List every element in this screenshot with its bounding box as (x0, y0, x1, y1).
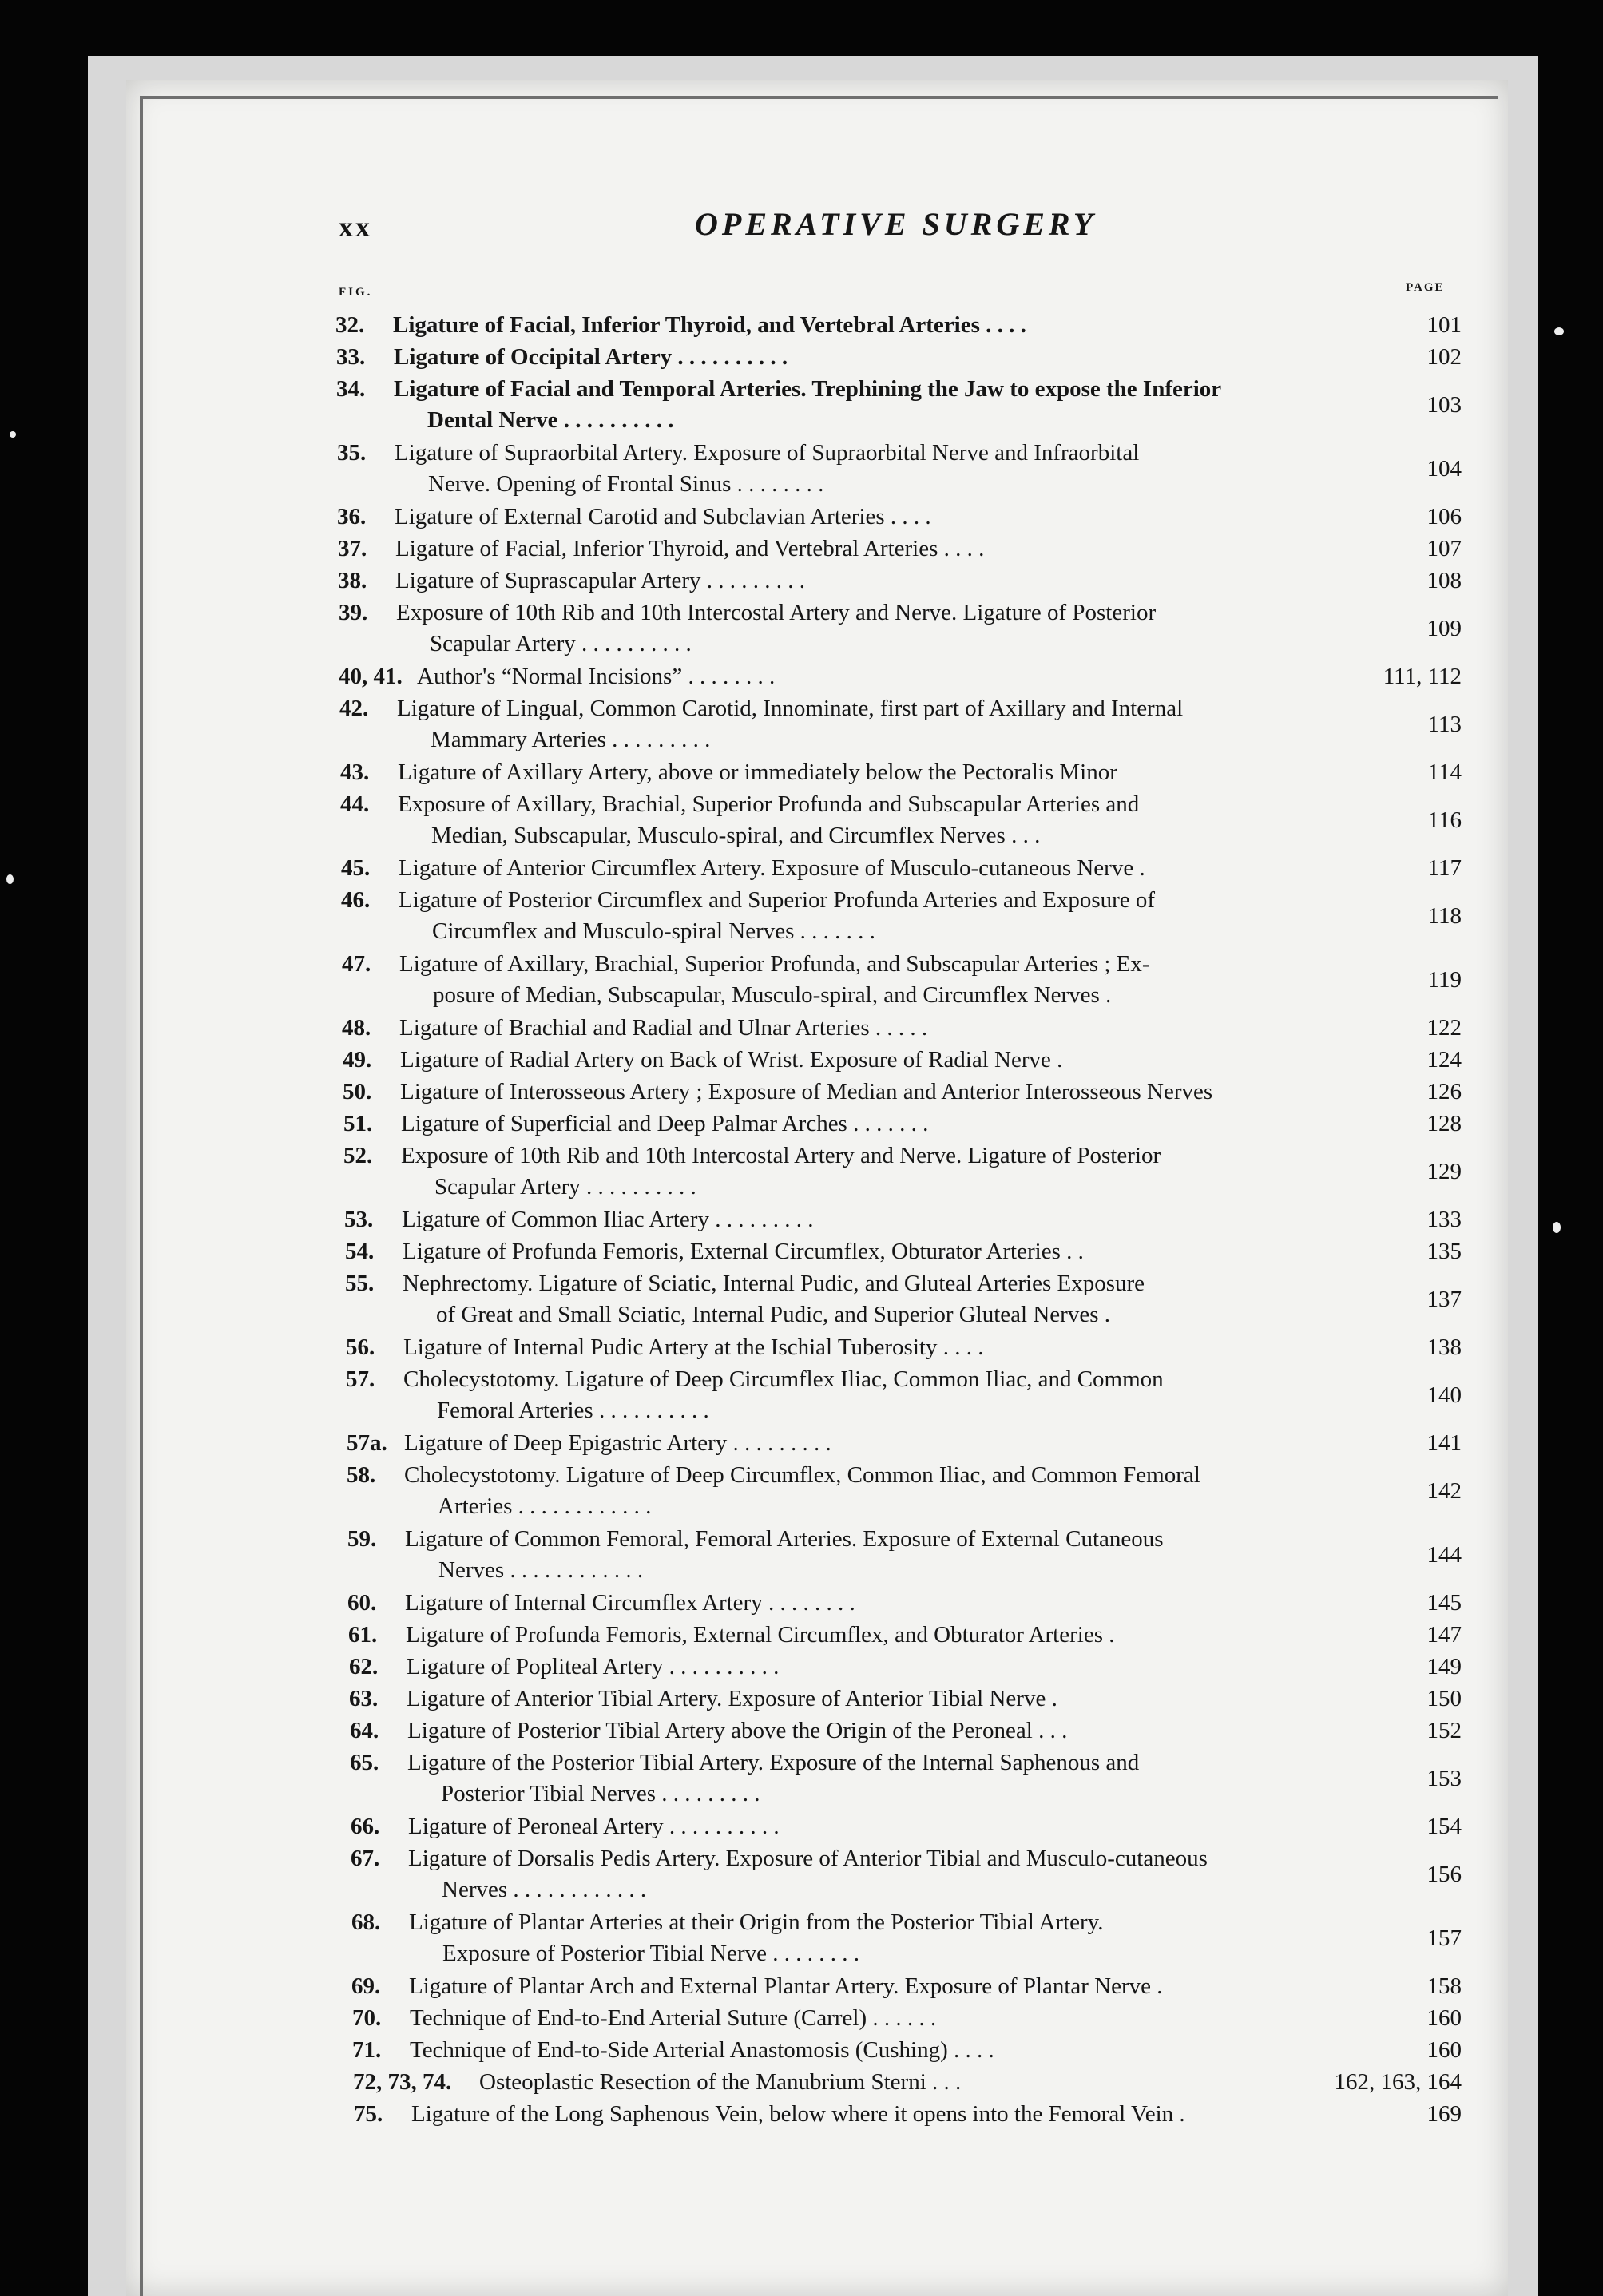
figure-title: Ligature of Common Femoral, Femoral Arteries. Exposure of External Cutaneous (405, 1526, 1164, 1552)
figure-title: Ligature of Anterior Circumflex Artery. Exposure of Musculo-cutaneous Nerve . (399, 855, 1145, 881)
page-number: 114 (1427, 759, 1462, 785)
figure-entry (340, 789, 1462, 851)
figure-entry (338, 565, 1462, 597)
figure-number: 71. (352, 2037, 382, 2063)
figure-number: 38. (338, 568, 367, 593)
page-number: 116 (1427, 807, 1462, 833)
figure-number: 46. (341, 887, 371, 913)
figure-entry (349, 1652, 1462, 1683)
page-number: 160 (1426, 2037, 1462, 2063)
figure-title: Technique of End-to-Side Arterial Anastomosis (Cushing) . . . . (410, 2037, 994, 2063)
figure-number: 57a. (347, 1430, 387, 1456)
figure-entry (342, 949, 1462, 1011)
figure-entry (352, 2035, 1462, 2066)
figure-number: 58. (347, 1462, 376, 1488)
figure-title: Ligature of Facial, Inferior Thyroid, and Vertebral Arteries . . . . (393, 312, 1026, 338)
figure-title: Ligature of the Long Saphenous Vein, below where it opens into the Femoral Vein . (411, 2101, 1185, 2127)
figure-entry (339, 693, 1462, 755)
figure-entry (347, 1588, 1462, 1619)
page-number: 153 (1426, 1766, 1462, 1791)
figure-title: Exposure of 10th Rib and 10th Intercostal Artery and Nerve. Ligature of Posterior (396, 600, 1157, 625)
figure-number: 44. (340, 791, 370, 817)
figure-entry (337, 438, 1462, 500)
figure-number: 75. (354, 2101, 383, 2127)
figure-entry (349, 1683, 1462, 1715)
page-number: 160 (1426, 2005, 1462, 2031)
figure-title-continued: Posterior Tibial Nerves . . . . . . . . . (441, 1781, 760, 1806)
figure-entry (346, 1332, 1462, 1363)
page-number: 158 (1426, 1973, 1462, 1999)
figure-number: 42. (339, 696, 369, 721)
running-title: OPERATIVE SURGERY (695, 206, 1097, 242)
figure-title-continued: Femoral Arteries . . . . . . . . . . (437, 1398, 709, 1423)
figure-entry (335, 310, 1462, 341)
figure-title: Ligature of Dorsalis Pedis Artery. Exposure of Anterior Tibial and Musculo-cutaneous (408, 1846, 1208, 1871)
page-column-heading: PAGE (1406, 281, 1445, 294)
figure-number: 67. (351, 1846, 380, 1871)
figure-entry (345, 1236, 1462, 1267)
figure-title: Ligature of Axillary Artery, above or immediately below the Pectoralis Minor (398, 759, 1117, 785)
page-number: 101 (1426, 312, 1462, 338)
figure-entry (354, 2099, 1462, 2130)
figure-number: 69. (351, 1973, 381, 1999)
page-number: 149 (1426, 1654, 1462, 1679)
figure-number: 50. (343, 1079, 372, 1104)
figure-number: 53. (344, 1207, 374, 1232)
figure-entry (353, 2067, 1462, 2098)
page-number: 111, 112 (1383, 664, 1462, 689)
figure-title: Ligature of Popliteal Artery . . . . . . . . . . (407, 1654, 780, 1679)
figure-title: Ligature of Posterior Tibial Artery above the Origin of the Peroneal . . . (407, 1718, 1068, 1743)
figure-title-continued: Exposure of Posterior Tibial Nerve . . . . . . . . (442, 1941, 859, 1966)
figure-title: Ligature of Internal Circumflex Artery . . . . . . . . (405, 1590, 855, 1616)
page-number: 154 (1426, 1814, 1462, 1839)
figure-number: 39. (339, 600, 368, 625)
figure-title: Ligature of Facial, Inferior Thyroid, and Vertebral Arteries . . . . (395, 536, 985, 561)
figure-title: Cholecystotomy. Ligature of Deep Circumflex, Common Iliac, and Common Femoral (404, 1462, 1200, 1488)
page-number: 117 (1427, 855, 1462, 881)
figure-title-continued: Circumflex and Musculo-spiral Nerves . . . . . . . (432, 918, 875, 944)
page-number: 140 (1426, 1382, 1462, 1408)
figure-number: 61. (348, 1622, 378, 1648)
figure-entry (352, 2003, 1462, 2034)
figure-entry (351, 1843, 1462, 1905)
fig-column-heading: FIG. (339, 286, 373, 299)
figure-entry (347, 1460, 1462, 1522)
figure-title-continued: Arteries . . . . . . . . . . . . (438, 1493, 652, 1519)
figure-number: 43. (340, 759, 370, 785)
figure-number: 40, 41. (339, 664, 403, 689)
page-number: 104 (1426, 456, 1462, 482)
figure-title: Ligature of Axillary, Brachial, Superior Profunda, and Subscapular Arteries ; Ex- (399, 951, 1150, 977)
figure-number: 68. (351, 1909, 381, 1935)
figure-entry (343, 1077, 1462, 1108)
figure-entry (346, 1364, 1462, 1426)
page-number: 128 (1426, 1111, 1462, 1136)
figure-title: Ligature of Plantar Arteries at their Origin from the Posterior Tibial Artery. (409, 1909, 1104, 1935)
figure-number: 70. (352, 2005, 382, 2031)
figure-title: Cholecystotomy. Ligature of Deep Circumflex Iliac, Common Iliac, and Common (403, 1366, 1164, 1392)
figure-title: Ligature of Brachial and Radial and Ulnar Arteries . . . . . (399, 1015, 928, 1041)
page-number: 122 (1426, 1015, 1462, 1041)
figure-entry (343, 1140, 1462, 1203)
page-number: 142 (1426, 1478, 1462, 1504)
figure-title: Ligature of Lingual, Common Carotid, Innominate, first part of Axillary and Internal (397, 696, 1184, 721)
page-number: 113 (1427, 712, 1462, 737)
page-number: 135 (1426, 1239, 1462, 1264)
figure-number: 54. (345, 1239, 375, 1264)
page-number: 108 (1426, 568, 1462, 593)
page-number: 145 (1426, 1590, 1462, 1616)
page-number: 106 (1426, 504, 1462, 529)
page-number: 162, 163, 164 (1334, 2069, 1462, 2095)
figure-title-continued: Scapular Artery . . . . . . . . . . (434, 1174, 696, 1200)
figure-title: Ligature of Anterior Tibial Artery. Exposure of Anterior Tibial Nerve . (407, 1686, 1057, 1711)
figure-title-continued: Median, Subscapular, Musculo-spiral, and Circumflex Nerves . . . (431, 823, 1041, 848)
figure-title: Ligature of Suprascapular Artery . . . . . . . . . (395, 568, 805, 593)
figure-title-continued: Dental Nerve . . . . . . . . . . (427, 407, 674, 433)
page-number: 147 (1426, 1622, 1462, 1648)
figure-title: Ligature of Facial and Temporal Arteries. Trephining the Jaw to expose the Inferior (394, 376, 1222, 402)
figure-title-continued: Nerves . . . . . . . . . . . . (442, 1877, 647, 1902)
figure-title: Ligature of External Carotid and Subclavian Arteries . . . . (395, 504, 931, 529)
figure-number: 72, 73, 74. (353, 2069, 452, 2095)
figure-number: 32. (335, 312, 365, 338)
figure-entry (347, 1428, 1462, 1459)
page-number: 144 (1426, 1542, 1462, 1568)
figure-number: 51. (343, 1111, 373, 1136)
page-number: 152 (1426, 1718, 1462, 1743)
figure-number: 63. (349, 1686, 379, 1711)
figure-title: Osteoplastic Resection of the Manubrium Sterni . . . (479, 2069, 962, 2095)
figure-number: 48. (342, 1015, 371, 1041)
figure-title-continued: Nerves . . . . . . . . . . . . (438, 1557, 644, 1583)
figure-number: 60. (347, 1590, 377, 1616)
figure-entry (348, 1620, 1462, 1651)
figure-title: Technique of End-to-End Arterial Suture (Carrel) . . . . . . (410, 2005, 937, 2031)
page-number: 156 (1426, 1862, 1462, 1887)
figure-entry (350, 1747, 1462, 1810)
figure-title: Ligature of Internal Pudic Artery at the Ischial Tuberosity . . . . (403, 1334, 984, 1360)
figure-title: Ligature of Posterior Circumflex and Superior Profunda Arteries and Exposure of (399, 887, 1156, 913)
figure-title: Nephrectomy. Ligature of Sciatic, Internal Pudic, and Gluteal Arteries Exposure (403, 1271, 1145, 1296)
figure-number: 64. (350, 1718, 379, 1743)
figure-number: 49. (343, 1047, 372, 1073)
page-number: 102 (1426, 344, 1462, 370)
figure-entry (336, 374, 1462, 436)
figure-title: Ligature of Peroneal Artery . . . . . . . . . . (408, 1814, 780, 1839)
figure-entry (350, 1715, 1462, 1747)
figure-entry (345, 1268, 1462, 1330)
figure-entry (341, 885, 1462, 947)
figure-entry (339, 661, 1462, 692)
figure-number: 45. (341, 855, 371, 881)
figure-entry (341, 853, 1462, 884)
figure-entry (338, 533, 1462, 565)
page-number: 118 (1427, 903, 1462, 929)
figure-entry (343, 1045, 1462, 1076)
figure-title-continued: posure of Median, Subscapular, Musculo-spiral, and Circumflex Nerves . (433, 982, 1112, 1008)
figure-number: 62. (349, 1654, 379, 1679)
figure-title-continued: Scapular Artery . . . . . . . . . . (430, 631, 692, 656)
figure-entry (347, 1524, 1462, 1586)
figure-title: Author's “Normal Incisions” . . . . . . . . (417, 664, 776, 689)
page-number: 103 (1426, 392, 1462, 418)
page-number: 137 (1426, 1287, 1462, 1312)
page-number: 169 (1426, 2101, 1462, 2127)
page-number: 138 (1426, 1334, 1462, 1360)
figure-entry (351, 1907, 1462, 1969)
figure-number: 47. (342, 951, 371, 977)
page-folio: xx (339, 211, 372, 243)
figure-entry (340, 757, 1462, 788)
page-number: 133 (1426, 1207, 1462, 1232)
figure-title-continued: of Great and Small Sciatic, Internal Pudic, and Superior Gluteal Nerves . (436, 1302, 1110, 1327)
page-number: 141 (1426, 1430, 1462, 1456)
figure-number: 66. (351, 1814, 380, 1839)
figure-number: 65. (350, 1750, 379, 1775)
figure-title: Exposure of Axillary, Brachial, Superior Profunda and Subscapular Arteries and (398, 791, 1140, 817)
figure-title: Ligature of Profunda Femoris, External Circumflex, and Obturator Arteries . (406, 1622, 1115, 1648)
figure-number: 33. (336, 344, 366, 370)
figure-number: 59. (347, 1526, 377, 1552)
figure-title: Ligature of Plantar Arch and External Plantar Artery. Exposure of Plantar Nerve . (409, 1973, 1163, 1999)
figure-number: 55. (345, 1271, 375, 1296)
figure-title: Ligature of Deep Epigastric Artery . . . . . . . . . (404, 1430, 831, 1456)
figure-title: Ligature of Supraorbital Artery. Exposure of Supraorbital Nerve and Infraorbital (395, 440, 1140, 466)
figure-title: Exposure of 10th Rib and 10th Intercostal Artery and Nerve. Ligature of Posterior (401, 1143, 1161, 1168)
figure-entry (343, 1108, 1462, 1140)
figure-title: Ligature of the Posterior Tibial Artery. Exposure of the Internal Saphenous and (407, 1750, 1140, 1775)
page-number: 119 (1427, 967, 1462, 993)
figure-number: 36. (337, 504, 367, 529)
page-number: 157 (1426, 1925, 1462, 1951)
figure-entry (336, 342, 1462, 373)
figure-number: 34. (336, 376, 366, 402)
figure-title: Ligature of Occipital Artery . . . . . . . . . . (394, 344, 788, 370)
page-number: 109 (1426, 616, 1462, 641)
figure-number: 57. (346, 1366, 375, 1392)
figure-title: Ligature of Radial Artery on Back of Wrist. Exposure of Radial Nerve . (400, 1047, 1063, 1073)
page-number: 150 (1426, 1686, 1462, 1711)
figure-number: 56. (346, 1334, 375, 1360)
figure-entry (344, 1204, 1462, 1235)
figure-title: Ligature of Superficial and Deep Palmar Arches . . . . . . . (401, 1111, 929, 1136)
figure-number: 35. (337, 440, 367, 466)
page-number: 107 (1426, 536, 1462, 561)
figure-title-continued: Nerve. Opening of Frontal Sinus . . . . . . . . (428, 471, 824, 497)
figure-number: 37. (338, 536, 367, 561)
figure-entry (351, 1811, 1462, 1842)
page-number: 124 (1426, 1047, 1462, 1073)
page-number: 126 (1426, 1079, 1462, 1104)
figure-entry (351, 1971, 1462, 2002)
figure-title: Ligature of Profunda Femoris, External Circumflex, Obturator Arteries . . (403, 1239, 1084, 1264)
figure-entry (339, 597, 1462, 660)
figure-number: 52. (343, 1143, 373, 1168)
page-number: 129 (1426, 1159, 1462, 1184)
figure-title: Ligature of Interosseous Artery ; Exposure of Median and Anterior Interosseous Nerves (400, 1079, 1213, 1104)
figure-entry (342, 1013, 1462, 1044)
figure-title-continued: Mammary Arteries . . . . . . . . . (431, 727, 711, 752)
figure-entry (337, 502, 1462, 533)
figure-title: Ligature of Common Iliac Artery . . . . . . . . . (402, 1207, 814, 1232)
